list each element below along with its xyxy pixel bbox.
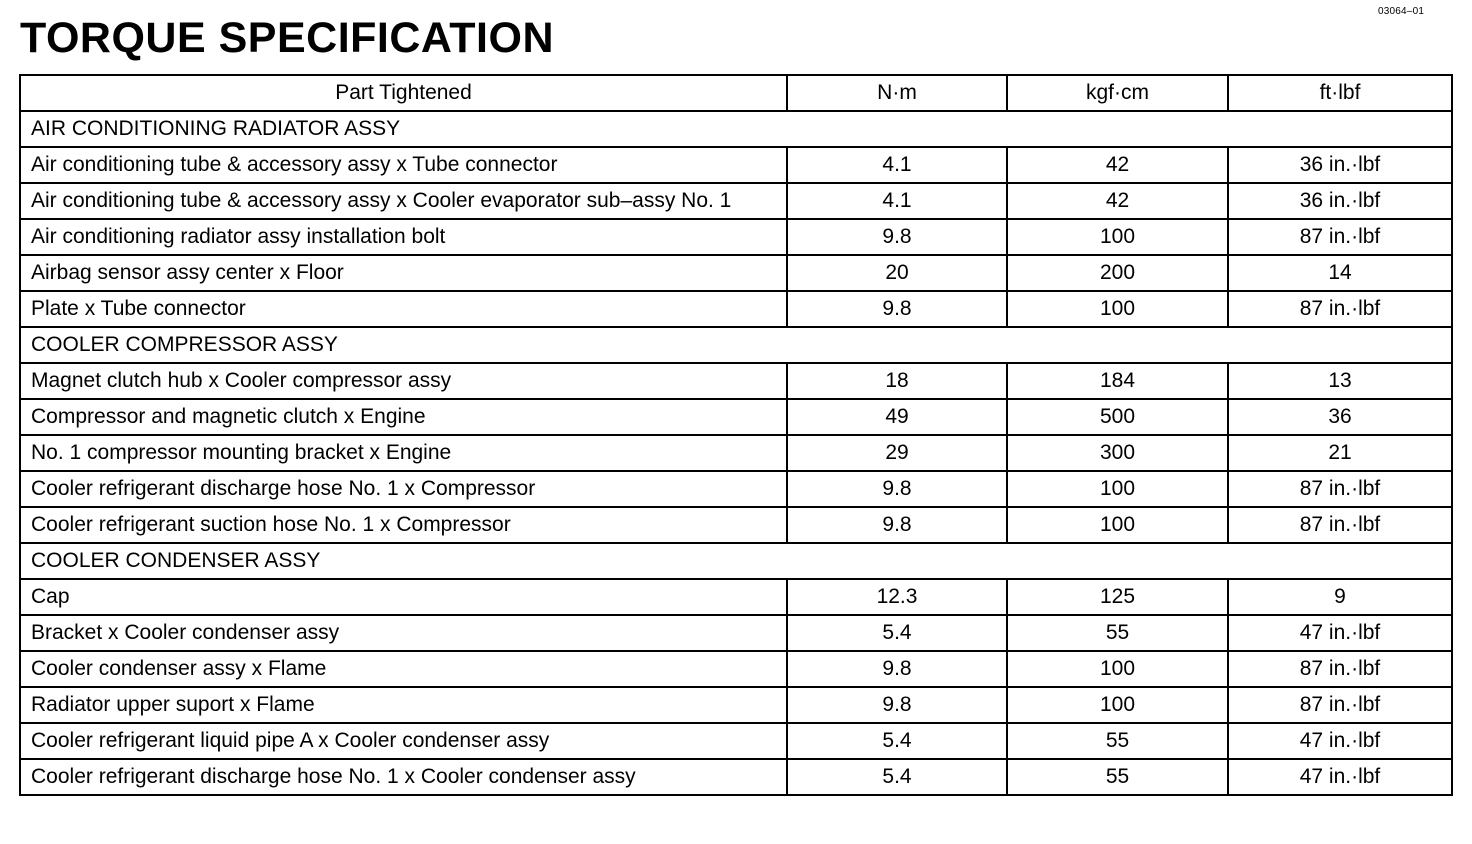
table-row [20, 507, 1452, 543]
table-row [20, 687, 1452, 723]
cell-part-tightened: Bracket x Cooler condenser assy [20, 615, 787, 651]
table-row [20, 147, 1452, 183]
cell-ft-lbf: 14 [1228, 255, 1452, 291]
cell-kgf-cm: 55 [1007, 615, 1228, 651]
cell-part-tightened: Magnet clutch hub x Cooler compressor assy [20, 363, 787, 399]
cell-ft-lbf: 47 in.·lbf [1228, 615, 1452, 651]
cell-part-tightened: Air conditioning tube & accessory assy x Tube connector [20, 147, 787, 183]
cell-ft-lbf: 47 in.·lbf [1228, 759, 1452, 795]
table-row [20, 579, 1452, 615]
section-header-row [20, 327, 1452, 363]
cell-nm: 9.8 [787, 651, 1007, 687]
table-row [20, 651, 1452, 687]
cell-nm: 18 [787, 363, 1007, 399]
table-row [20, 255, 1452, 291]
cell-nm: 4.1 [787, 183, 1007, 219]
cell-ft-lbf: 13 [1228, 363, 1452, 399]
cell-kgf-cm: 42 [1007, 147, 1228, 183]
cell-kgf-cm: 184 [1007, 363, 1228, 399]
cell-nm: 9.8 [787, 219, 1007, 255]
cell-nm: 9.8 [787, 291, 1007, 327]
cell-nm: 29 [787, 435, 1007, 471]
table-row [20, 183, 1452, 219]
section-title: AIR CONDITIONING RADIATOR ASSY [20, 111, 1452, 147]
cell-ft-lbf: 87 in.·lbf [1228, 687, 1452, 723]
cell-part-tightened: Cooler refrigerant discharge hose No. 1 x Cooler condenser assy [20, 759, 787, 795]
table-row [20, 615, 1452, 651]
section-header-row [20, 111, 1452, 147]
cell-kgf-cm: 42 [1007, 183, 1228, 219]
cell-part-tightened: Cooler condenser assy x Flame [20, 651, 787, 687]
cell-ft-lbf: 87 in.·lbf [1228, 219, 1452, 255]
cell-kgf-cm: 125 [1007, 579, 1228, 615]
cell-nm: 5.4 [787, 759, 1007, 795]
cell-part-tightened: Plate x Tube connector [20, 291, 787, 327]
cell-nm: 9.8 [787, 471, 1007, 507]
cell-nm: 4.1 [787, 147, 1007, 183]
cell-part-tightened: Cap [20, 579, 787, 615]
cell-ft-lbf: 9 [1228, 579, 1452, 615]
cell-part-tightened: Cooler refrigerant suction hose No. 1 x Compressor [20, 507, 787, 543]
cell-nm: 9.8 [787, 687, 1007, 723]
cell-part-tightened: Air conditioning tube & accessory assy x Cooler evaporator sub–assy No. 1 [20, 183, 787, 219]
section-title: COOLER COMPRESSOR ASSY [20, 327, 1452, 363]
cell-kgf-cm: 55 [1007, 723, 1228, 759]
cell-kgf-cm: 500 [1007, 399, 1228, 435]
cell-nm: 20 [787, 255, 1007, 291]
cell-part-tightened: Cooler refrigerant liquid pipe A x Cooler condenser assy [20, 723, 787, 759]
cell-ft-lbf: 36 in.·lbf [1228, 183, 1452, 219]
cell-ft-lbf: 36 [1228, 399, 1452, 435]
cell-nm: 5.4 [787, 615, 1007, 651]
cell-kgf-cm: 200 [1007, 255, 1228, 291]
cell-ft-lbf: 87 in.·lbf [1228, 651, 1452, 687]
section-header-row [20, 543, 1452, 579]
cell-ft-lbf: 36 in.·lbf [1228, 147, 1452, 183]
table-row [20, 363, 1452, 399]
table-row [20, 435, 1452, 471]
cell-kgf-cm: 300 [1007, 435, 1228, 471]
cell-kgf-cm: 100 [1007, 507, 1228, 543]
cell-ft-lbf: 87 in.·lbf [1228, 507, 1452, 543]
cell-part-tightened: Cooler refrigerant discharge hose No. 1 x Compressor [20, 471, 787, 507]
cell-nm: 5.4 [787, 723, 1007, 759]
cell-kgf-cm: 55 [1007, 759, 1228, 795]
cell-nm: 49 [787, 399, 1007, 435]
table-row [20, 291, 1452, 327]
cell-kgf-cm: 100 [1007, 219, 1228, 255]
cell-ft-lbf: 21 [1228, 435, 1452, 471]
cell-kgf-cm: 100 [1007, 291, 1228, 327]
table-header-row [20, 75, 1452, 111]
cell-nm: 12.3 [787, 579, 1007, 615]
header-ft-lbf: ft·lbf [1228, 75, 1452, 111]
page-title: TORQUE SPECIFICATION [20, 14, 554, 62]
table-row [20, 471, 1452, 507]
cell-kgf-cm: 100 [1007, 687, 1228, 723]
cell-part-tightened: Air conditioning radiator assy installation bolt [20, 219, 787, 255]
cell-ft-lbf: 87 in.·lbf [1228, 291, 1452, 327]
torque-spec-table [19, 74, 1453, 796]
cell-ft-lbf: 47 in.·lbf [1228, 723, 1452, 759]
table-row [20, 759, 1452, 795]
table-body [20, 111, 1452, 795]
cell-part-tightened: Airbag sensor assy center x Floor [20, 255, 787, 291]
document-code: 03064–01 [1378, 6, 1425, 17]
cell-kgf-cm: 100 [1007, 471, 1228, 507]
table-row [20, 723, 1452, 759]
cell-kgf-cm: 100 [1007, 651, 1228, 687]
table-row [20, 399, 1452, 435]
section-title: COOLER CONDENSER ASSY [20, 543, 1452, 579]
table-row [20, 219, 1452, 255]
cell-ft-lbf: 87 in.·lbf [1228, 471, 1452, 507]
cell-part-tightened: No. 1 compressor mounting bracket x Engine [20, 435, 787, 471]
header-kgf-cm: kgf·cm [1007, 75, 1228, 111]
header-part-tightened: Part Tightened [20, 75, 787, 111]
cell-part-tightened: Compressor and magnetic clutch x Engine [20, 399, 787, 435]
cell-nm: 9.8 [787, 507, 1007, 543]
header-nm: N·m [787, 75, 1007, 111]
cell-part-tightened: Radiator upper suport x Flame [20, 687, 787, 723]
